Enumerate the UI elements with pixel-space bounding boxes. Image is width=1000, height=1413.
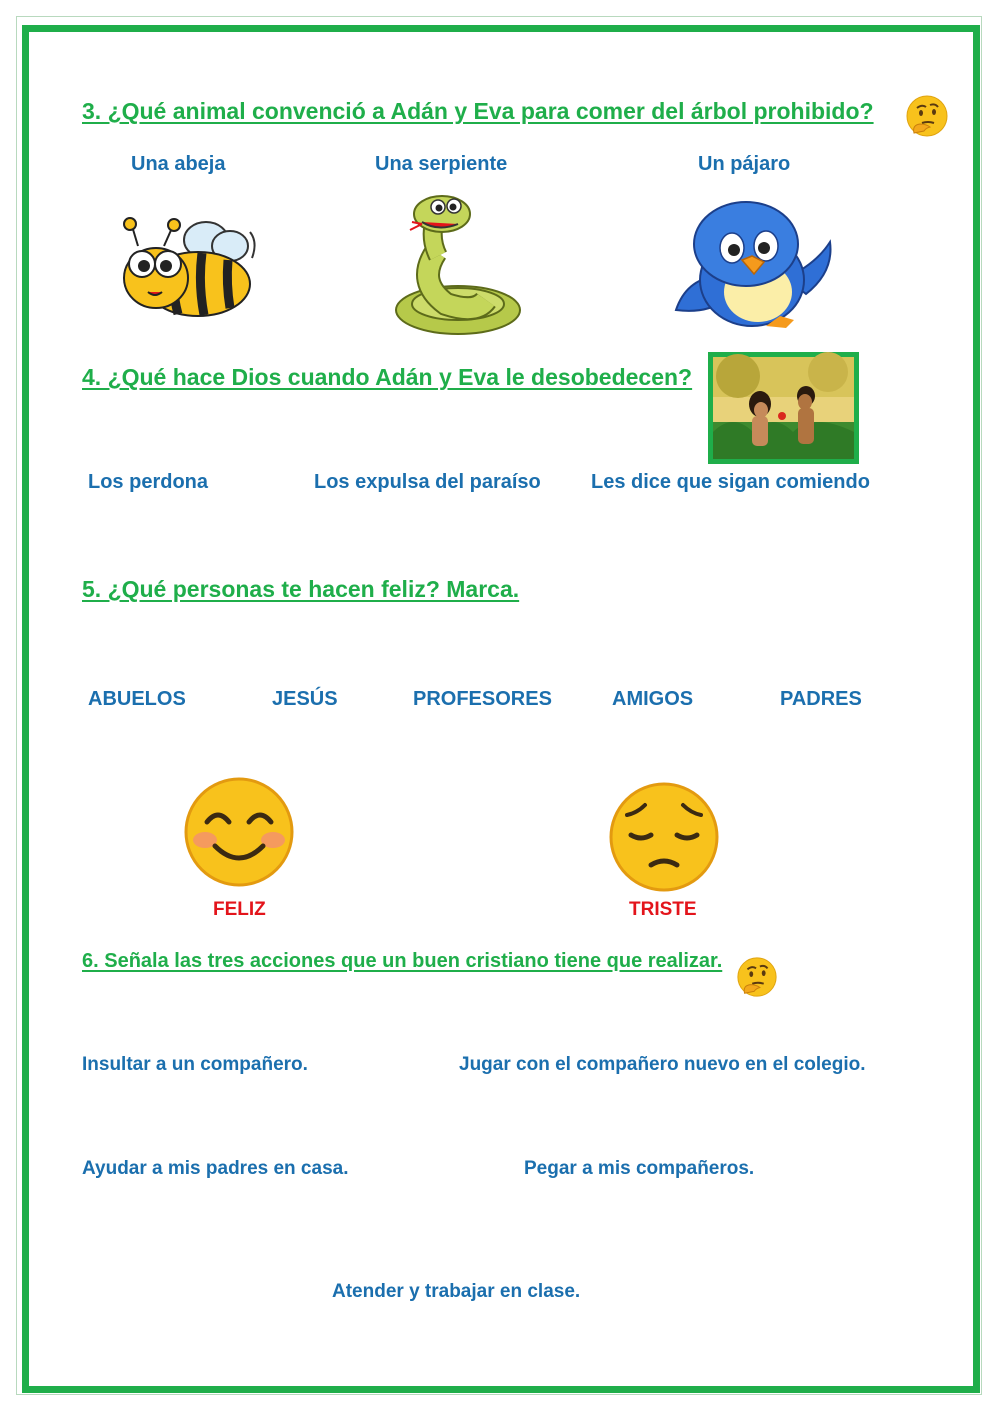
option-hit-classmates[interactable]: Pegar a mis compañeros. <box>524 1158 755 1179</box>
question-6-title: 6. Señala las tres acciones que un buen cristiano tiene que realizar. <box>82 950 723 972</box>
question-4-title: 4. ¿Qué hace Dios cuando Adán y Eva le desobedecen? <box>82 364 693 390</box>
happy-label: FELIZ <box>213 899 266 920</box>
question-3-title: 3. ¿Qué animal convenció a Adán y Eva para comer del árbol prohibido? <box>82 98 874 124</box>
option-play-new-classmate[interactable]: Jugar con el compañero nuevo en el colegio. <box>459 1054 866 1075</box>
sad-label: TRISTE <box>629 899 697 920</box>
option-attend-class[interactable]: Atender y trabajar en clase. <box>332 1281 581 1302</box>
question-5-title: 5. ¿Qué personas te hacen feliz? Marca. <box>82 576 520 602</box>
snake-image[interactable] <box>386 192 526 337</box>
pensive-face-icon[interactable] <box>607 781 721 893</box>
option-expels-label[interactable]: Los expulsa del paraíso <box>314 471 541 493</box>
thinking-face-icon <box>735 955 779 999</box>
smiling-face-icon[interactable] <box>181 776 297 888</box>
option-parents[interactable]: PADRES <box>780 688 862 710</box>
option-help-parents[interactable]: Ayudar a mis padres en casa. <box>82 1158 349 1179</box>
thinking-face-icon <box>904 93 950 139</box>
adam-and-eve-image <box>708 352 859 464</box>
option-keep-eating-label[interactable]: Les dice que sigan comiendo <box>591 471 870 493</box>
option-grandparents[interactable]: ABUELOS <box>88 688 186 710</box>
option-insult[interactable]: Insultar a un compañero. <box>82 1054 308 1075</box>
option-bird-label[interactable]: Un pájaro <box>698 153 791 175</box>
option-friends[interactable]: AMIGOS <box>612 688 694 710</box>
option-bee-label[interactable]: Una abeja <box>131 153 226 175</box>
option-jesus[interactable]: JESÚS <box>272 688 338 710</box>
option-snake-label[interactable]: Una serpiente <box>375 153 508 175</box>
option-forgives-label[interactable]: Los perdona <box>88 471 209 493</box>
option-teachers[interactable]: PROFESORES <box>413 688 552 710</box>
bird-image[interactable] <box>668 192 833 337</box>
bee-image[interactable] <box>118 212 263 327</box>
